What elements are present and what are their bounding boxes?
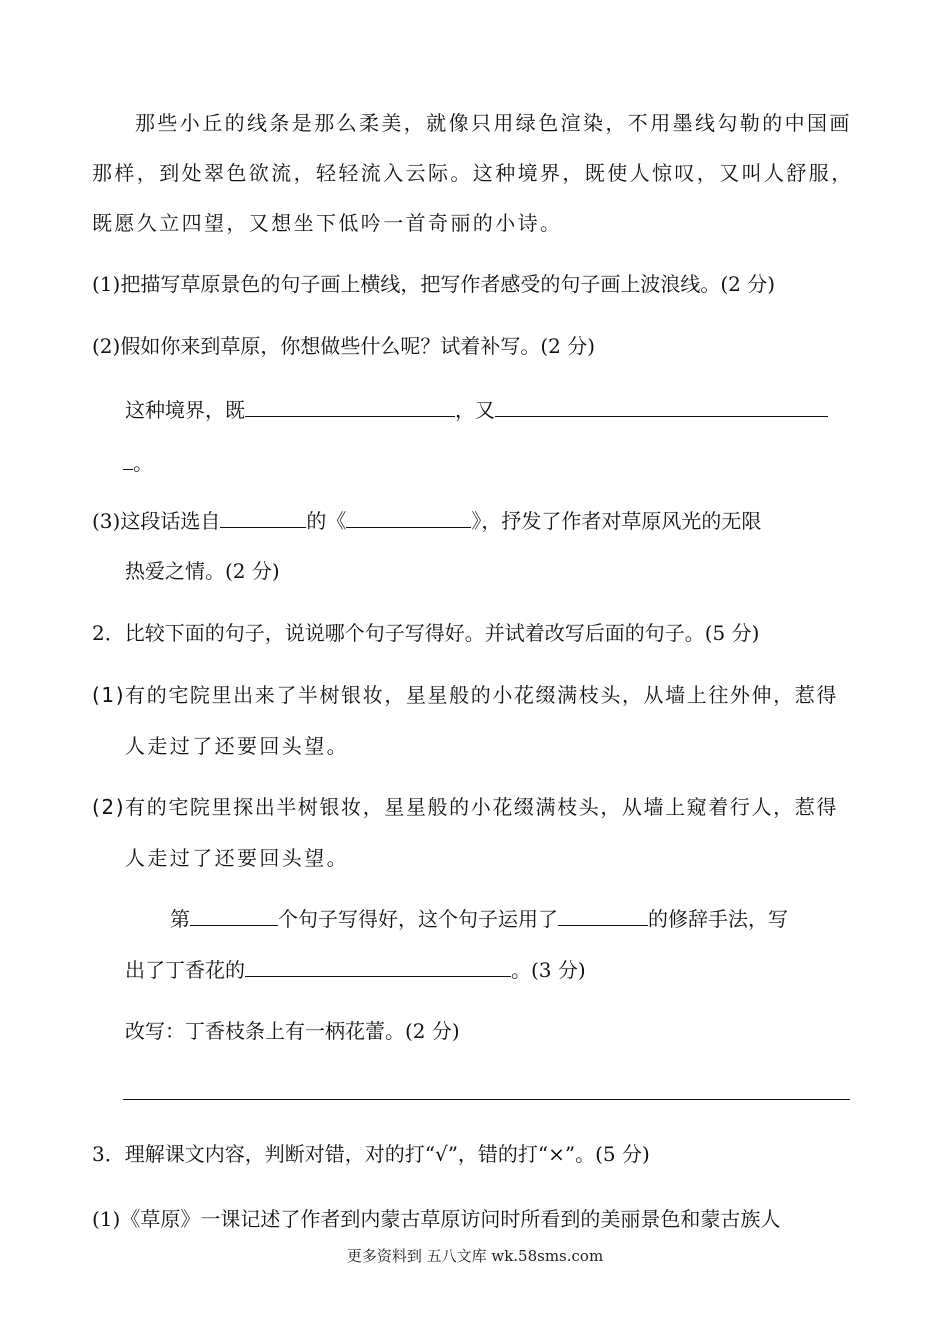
answer-cont-prefix: 出了丁香花的 bbox=[125, 958, 245, 982]
passage-line-1: 那些小丘的线条是那么柔美，就像只用绿色渲染，不用墨线勾勒的中国画 bbox=[135, 111, 852, 135]
q1-sub3 bbox=[92, 507, 761, 535]
q1-sub2: (2)假如你来到草原，你想做些什么呢？试着补写。(2 分) bbox=[92, 334, 596, 358]
q1-sub3-cont: 热爱之情。(2 分) bbox=[125, 559, 280, 583]
q3-title: 3．理解课文内容，判断对错，对的打“√”，错的打“×”。(5 分) bbox=[92, 1142, 650, 1166]
description-blank[interactable] bbox=[245, 956, 511, 977]
passage-line-2: 那样，到处翠色欲流，轻轻流入云际。这种境界，既使人惊叹，又叫人舒服， bbox=[92, 161, 854, 185]
rewrite-answer-line[interactable] bbox=[123, 1099, 850, 1100]
sub3-prefix: (3)这段话选自 bbox=[92, 509, 221, 533]
q2-sentence-2: (2)有的宅院里探出半树银妆，星星般的小花缀满枝头，从墙上窥着行人，惹得 bbox=[92, 795, 838, 819]
q2-answer-line-2 bbox=[125, 956, 586, 984]
q1-fill-continuation bbox=[123, 449, 153, 477]
q2-answer-line bbox=[170, 905, 788, 933]
q3-sub1: (1)《草原》一课记述了作者到内蒙古草原访问时所看到的美丽景色和蒙古族人 bbox=[92, 1207, 781, 1231]
sub3-middle: 的《 bbox=[306, 509, 347, 533]
answer-blank-2[interactable] bbox=[495, 396, 828, 417]
author-blank[interactable] bbox=[220, 507, 306, 528]
answer-prefix: 第 bbox=[170, 907, 190, 931]
fill-middle: ，又 bbox=[455, 398, 495, 422]
q2-title: 2．比较下面的句子，说说哪个句子写得好。并试着改写后面的句子。(5 分) bbox=[92, 621, 760, 645]
sub3-suffix: 》，抒发了作者对草原风光的无限 bbox=[471, 509, 762, 533]
rhetoric-blank[interactable] bbox=[558, 905, 648, 926]
q2-sentence-1: (1)有的宅院里出来了半树银妆，星星般的小花缀满枝头，从墙上往外伸，惹得 bbox=[92, 683, 838, 707]
answer-blank-2-cont[interactable] bbox=[123, 449, 133, 470]
q2-sentence-1-cont: 人走过了还要回头望。 bbox=[125, 734, 349, 758]
title-blank[interactable] bbox=[346, 507, 471, 528]
fill-prefix: 这种境界，既 bbox=[125, 398, 245, 422]
fill-end: 。 bbox=[133, 451, 153, 475]
q1-sub1: (1)把描写草原景色的句子画上横线，把写作者感受的句子画上波浪线。(2 分) bbox=[92, 272, 776, 296]
passage-line-3: 既愿久立四望，又想坐下低吟一首奇丽的小诗。 bbox=[92, 211, 563, 235]
answer-cont-suffix: 。(3 分) bbox=[511, 958, 586, 982]
page-footer: 更多资料到 五八文库 wk.58sms.com bbox=[346, 1247, 604, 1265]
answer-blank-1[interactable] bbox=[245, 396, 455, 417]
answer-middle: 个句子写得好，这个句子运用了 bbox=[278, 907, 558, 931]
q2-sentence-2-cont: 人走过了还要回头望。 bbox=[125, 846, 349, 870]
q1-fill-line bbox=[125, 396, 828, 424]
q2-rewrite: 改写：丁香枝条上有一柄花蕾。(2 分) bbox=[125, 1019, 460, 1043]
answer-suffix: 的修辞手法，写 bbox=[648, 907, 788, 931]
sentence-number-blank[interactable] bbox=[190, 905, 278, 926]
